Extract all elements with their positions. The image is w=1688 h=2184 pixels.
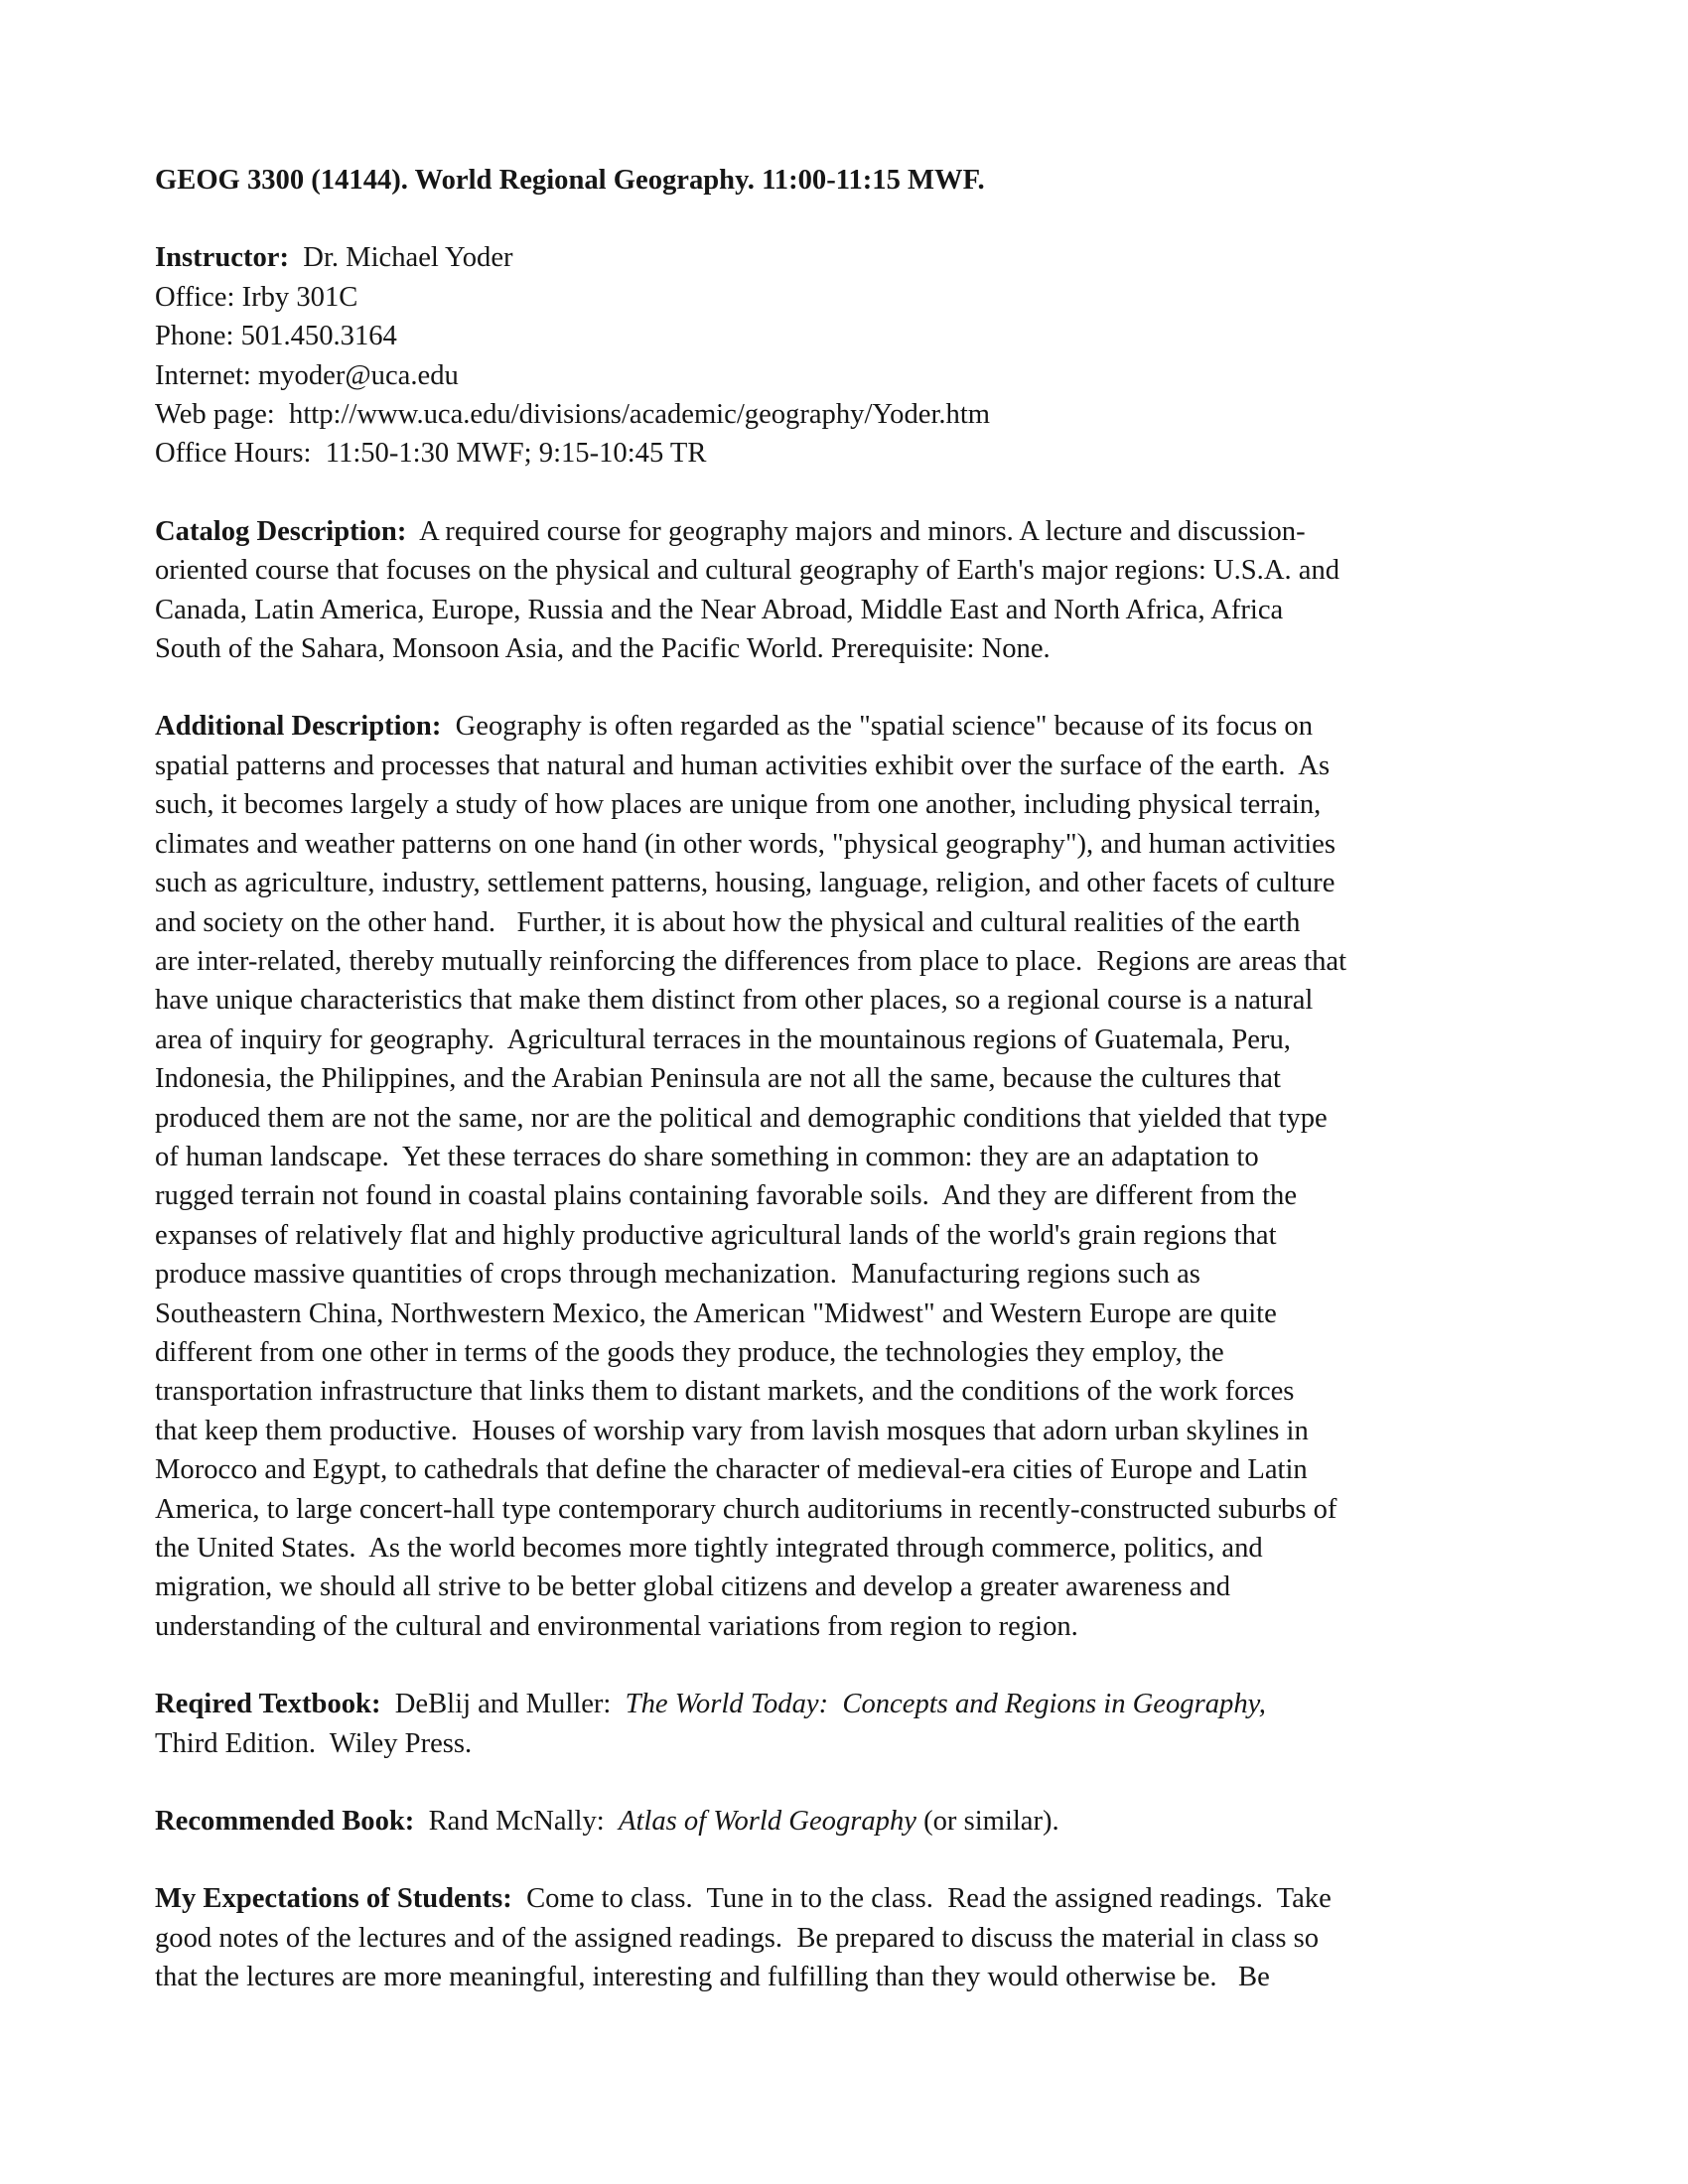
instructor-label: Instructor: bbox=[155, 242, 289, 274]
additional-line: migration, we should all strive to be better global citizens and develop a greater awareness and bbox=[155, 1571, 1231, 1603]
required-textbook bbox=[155, 1685, 1545, 1763]
additional-line: rugged terrain not found in coastal plains containing favorable soils. And they are different from the bbox=[155, 1180, 1298, 1212]
additional-line: of human landscape. Yet these terraces do share something in common: they are an adaptation to bbox=[155, 1141, 1259, 1172]
additional-line: Indonesia, the Philippines, and the Arabian Peninsula are not all the same, because the cultures that bbox=[155, 1063, 1281, 1095]
instructor-name: Dr. Michael Yoder bbox=[303, 242, 513, 274]
additional-line: such as agriculture, industry, settlement patterns, housing, language, religion, and other facets of culture bbox=[155, 868, 1336, 899]
textbook-title: The World Today: Concepts and Regions in Geography, bbox=[625, 1689, 1266, 1720]
additional-line: area of inquiry for geography. Agricultural terraces in the mountainous regions of Guatemala, Peru, bbox=[155, 1024, 1291, 1055]
additional-line: spatial patterns and processes that natural and human activities exhibit over the surface of the earth. As bbox=[155, 750, 1331, 781]
course-heading: GEOG 3300 (14144). World Regional Geography. 11:00-11:15 MWF. bbox=[155, 165, 985, 196]
additional-line: Southeastern China, Northwestern Mexico, the American "Midwest" and Western Europe are quite bbox=[155, 1297, 1277, 1329]
catalog-line: oriented course that focuses on the physical and cultural geography of Earth's major regions: U.S.A. and bbox=[155, 555, 1340, 587]
instructor-line bbox=[155, 238, 1545, 277]
catalog-description bbox=[155, 512, 1545, 669]
expectations-label: My Expectations of Students: bbox=[155, 1883, 512, 1915]
catalog-line: Canada, Latin America, Europe, Russia and the Near Abroad, Middle East and North Africa, Africa bbox=[155, 594, 1284, 625]
internet-line: Internet: myoder@uca.edu bbox=[155, 359, 459, 391]
recommended-label: Recommended Book: bbox=[155, 1806, 415, 1838]
additional-line: Morocco and Egypt, to cathedrals that define the character of medieval-era cities of Europe and Latin bbox=[155, 1454, 1308, 1486]
additional-line: expanses of relatively flat and highly productive agricultural lands of the world's grain regions that bbox=[155, 1219, 1277, 1251]
additional-line: the United States. As the world becomes more tightly integrated through commerce, politics, and bbox=[155, 1533, 1263, 1564]
additional-line: have unique characteristics that make them distinct from other places, so a regional course is a natural bbox=[155, 985, 1314, 1017]
additional-line: such, it becomes largely a study of how places are unique from one another, including physical terrain, bbox=[155, 789, 1322, 821]
phone-line: Phone: 501.450.3164 bbox=[155, 321, 397, 352]
additional-line: are inter-related, thereby mutually reinforcing the differences from place to place. Regions are areas that bbox=[155, 945, 1347, 977]
additional-line: that keep them productive. Houses of worship vary from lavish mosques that adorn urban skylines in bbox=[155, 1415, 1309, 1446]
catalog-line: South of the Sahara, Monsoon Asia, and the Pacific World. Prerequisite: None. bbox=[155, 633, 1051, 665]
additional-line: understanding of the cultural and environmental variations from region to region. bbox=[155, 1610, 1078, 1642]
instructor-block bbox=[155, 238, 1545, 473]
additional-line: and society on the other hand. Further, it is about how the physical and cultural realities of the earth bbox=[155, 906, 1301, 938]
additional-line: different from one other in terms of the goods they produce, the technologies they employ, the bbox=[155, 1336, 1224, 1368]
additional-label: Additional Description: bbox=[155, 711, 442, 743]
recommended-book bbox=[155, 1802, 1545, 1841]
expectations-line: that the lectures are more meaningful, interesting and fulfilling than they would otherwise be. Be bbox=[155, 1962, 1270, 1993]
web-page-line: Web page: http://www.uca.edu/divisions/academic/geography/Yoder.htm bbox=[155, 399, 991, 431]
office-hours-line: Office Hours: 11:50-1:30 MWF; 9:15-10:45 TR bbox=[155, 438, 707, 470]
textbook-label: Reqired Textbook: bbox=[155, 1689, 381, 1720]
expectations-line: Come to class. Tune in to the class. Read the assigned readings. Take bbox=[526, 1883, 1332, 1915]
catalog-label: Catalog Description: bbox=[155, 515, 407, 547]
catalog-line: A required course for geography majors and minors. A lecture and discussion- bbox=[419, 515, 1306, 547]
textbook-authors: DeBlij and Muller: bbox=[394, 1689, 612, 1720]
syllabus-page bbox=[155, 161, 1545, 2036]
recommended-title: Atlas of World Geography bbox=[618, 1806, 916, 1838]
additional-line: America, to large concert-hall type contemporary church auditoriums in recently-constructed suburbs of bbox=[155, 1493, 1337, 1525]
office-line: Office: Irby 301C bbox=[155, 281, 358, 313]
expectations-line: good notes of the lectures and of the assigned readings. Be prepared to discuss the material in class so bbox=[155, 1922, 1320, 1954]
additional-line: Geography is often regarded as the "spatial science" because of its focus on bbox=[455, 711, 1314, 743]
additional-line: climates and weather patterns on one hand (in other words, "physical geography"), and human activities bbox=[155, 828, 1336, 860]
additional-line: transportation infrastructure that links them to distant markets, and the conditions of the work forces bbox=[155, 1376, 1295, 1408]
textbook-edition: Third Edition. Wiley Press. bbox=[155, 1727, 473, 1759]
additional-description bbox=[155, 707, 1545, 1646]
expectations bbox=[155, 1879, 1545, 1996]
additional-line: produced them are not the same, nor are the political and demographic conditions that yielded that type bbox=[155, 1102, 1328, 1134]
recommended-note: (or similar). bbox=[923, 1806, 1059, 1838]
additional-line: produce massive quantities of crops through mechanization. Manufacturing regions such as bbox=[155, 1259, 1200, 1291]
recommended-publisher: Rand McNally: bbox=[428, 1806, 605, 1838]
